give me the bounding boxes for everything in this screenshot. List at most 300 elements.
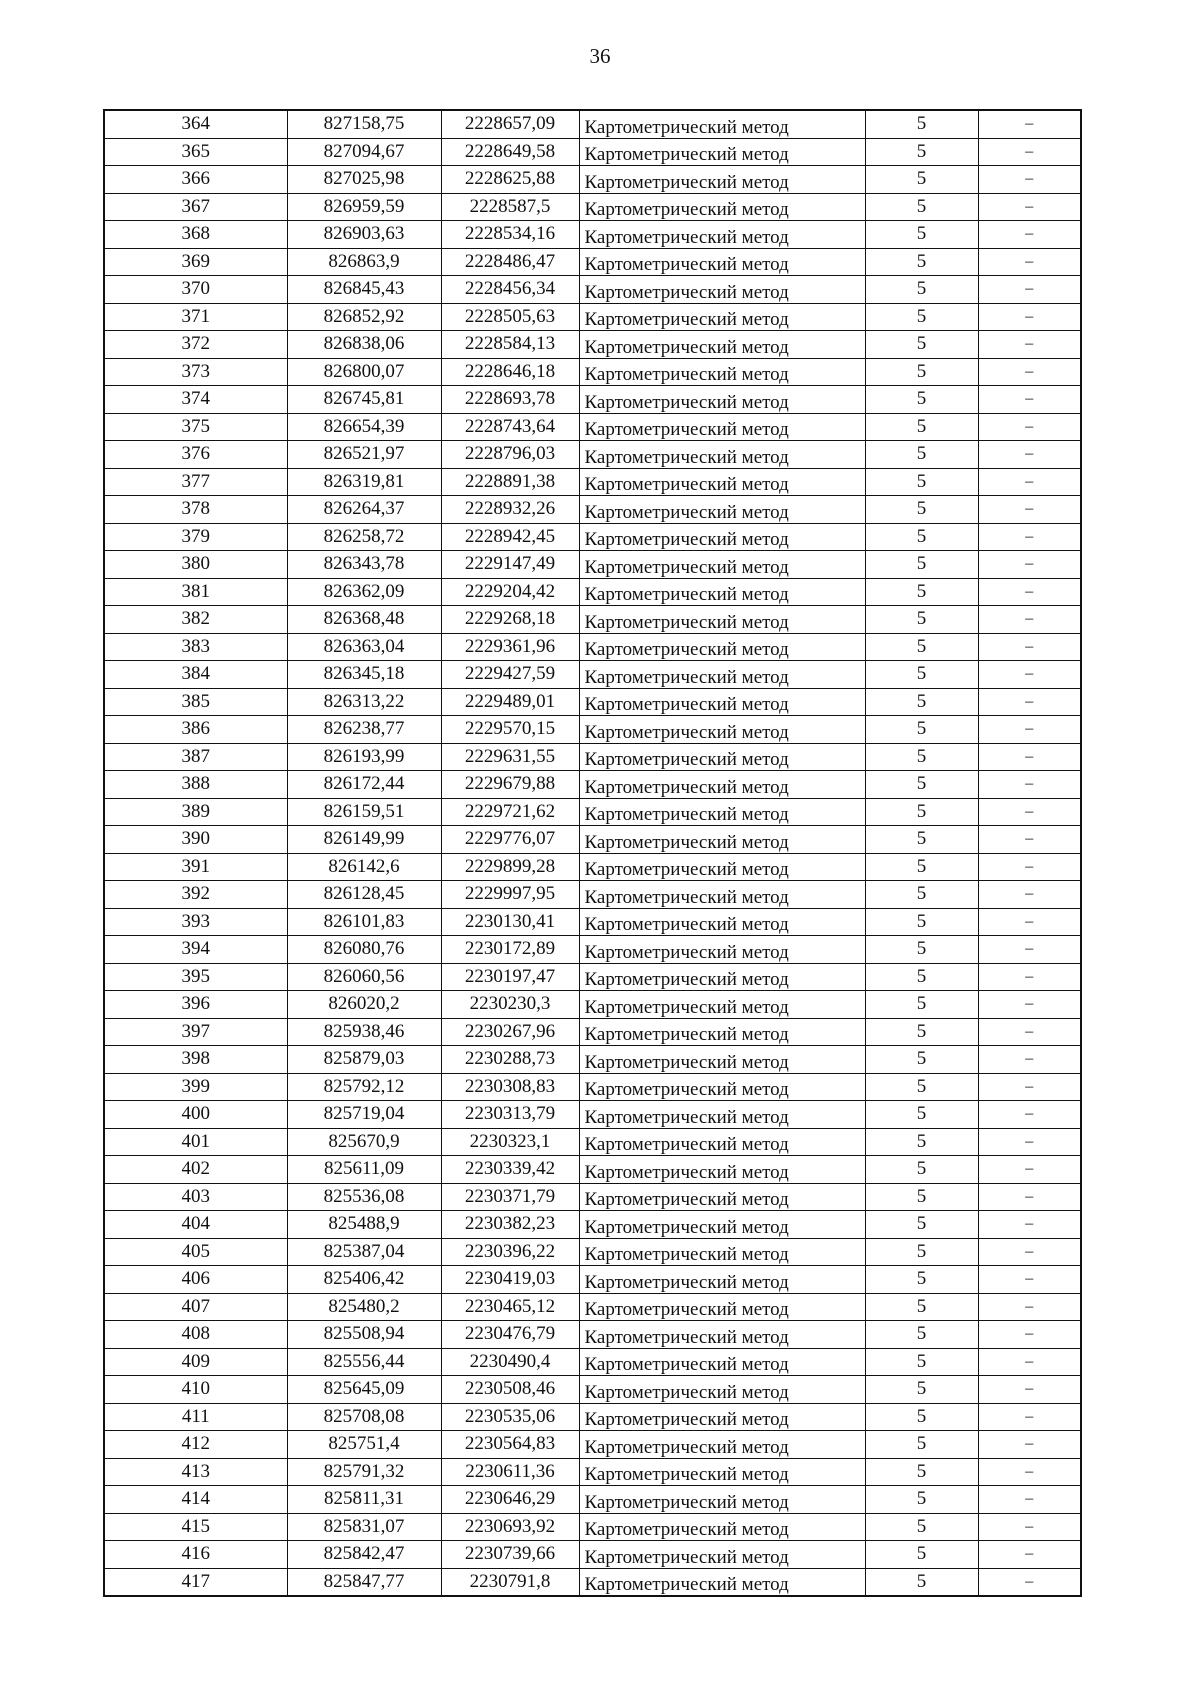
table-row (104, 1321, 1081, 1349)
accuracy-cell: 5 (865, 468, 978, 496)
point-number-cell: 391 (104, 853, 287, 881)
table-row (104, 1431, 1081, 1459)
accuracy-cell: 5 (865, 1046, 978, 1074)
point-number-cell: 390 (104, 826, 287, 854)
note-cell: – (978, 496, 1081, 524)
table-row (104, 1541, 1081, 1569)
table-row (104, 881, 1081, 909)
x-coordinate-cell: 827094,67 (287, 138, 441, 166)
table-row (104, 936, 1081, 964)
method-cell: Картометрический метод (579, 633, 865, 661)
x-coordinate-cell: 825842,47 (287, 1541, 441, 1569)
accuracy-cell: 5 (865, 826, 978, 854)
x-coordinate-cell: 825536,08 (287, 1183, 441, 1211)
y-coordinate-cell: 2228932,26 (441, 496, 579, 524)
point-number-cell: 364 (104, 110, 287, 138)
x-coordinate-cell: 826845,43 (287, 276, 441, 304)
x-coordinate-cell: 826128,45 (287, 881, 441, 909)
accuracy-cell: 5 (865, 1183, 978, 1211)
accuracy-cell: 5 (865, 606, 978, 634)
note-cell: – (978, 1046, 1081, 1074)
point-number-cell: 378 (104, 496, 287, 524)
x-coordinate-cell: 826521,97 (287, 441, 441, 469)
x-coordinate-cell: 826800,07 (287, 358, 441, 386)
x-coordinate-cell: 826193,99 (287, 743, 441, 771)
point-number-cell: 404 (104, 1211, 287, 1239)
method-cell: Картометрический метод (579, 1211, 865, 1239)
method-cell: Картометрический метод (579, 110, 865, 138)
method-cell: Картометрический метод (579, 853, 865, 881)
note-cell: – (978, 110, 1081, 138)
y-coordinate-cell: 2230476,79 (441, 1321, 579, 1349)
note-cell: – (978, 413, 1081, 441)
accuracy-cell: 5 (865, 1486, 978, 1514)
point-number-cell: 397 (104, 1018, 287, 1046)
table-row (104, 248, 1081, 276)
x-coordinate-cell: 825811,31 (287, 1486, 441, 1514)
y-coordinate-cell: 2230230,3 (441, 991, 579, 1019)
table-row (104, 221, 1081, 249)
accuracy-cell: 5 (865, 221, 978, 249)
note-cell: – (978, 963, 1081, 991)
y-coordinate-cell: 2230197,47 (441, 963, 579, 991)
method-cell: Картометрический метод (579, 1046, 865, 1074)
table-row (104, 276, 1081, 304)
table-row (104, 771, 1081, 799)
note-cell: – (978, 1513, 1081, 1541)
accuracy-cell: 5 (865, 551, 978, 579)
y-coordinate-cell: 2228693,78 (441, 386, 579, 414)
y-coordinate-cell: 2230308,83 (441, 1073, 579, 1101)
note-cell: – (978, 166, 1081, 194)
accuracy-cell: 5 (865, 936, 978, 964)
note-cell: – (978, 1568, 1081, 1596)
accuracy-cell: 5 (865, 303, 978, 331)
note-cell: – (978, 881, 1081, 909)
point-number-cell: 412 (104, 1431, 287, 1459)
accuracy-cell: 5 (865, 166, 978, 194)
point-number-cell: 393 (104, 908, 287, 936)
x-coordinate-cell: 826903,63 (287, 221, 441, 249)
x-coordinate-cell: 825611,09 (287, 1156, 441, 1184)
table-row (104, 1568, 1081, 1596)
x-coordinate-cell: 825480,2 (287, 1293, 441, 1321)
point-number-cell: 372 (104, 331, 287, 359)
x-coordinate-cell: 826838,06 (287, 331, 441, 359)
y-coordinate-cell: 2228743,64 (441, 413, 579, 441)
x-coordinate-cell: 825831,07 (287, 1513, 441, 1541)
point-number-cell: 394 (104, 936, 287, 964)
point-number-cell: 406 (104, 1266, 287, 1294)
x-coordinate-cell: 825387,04 (287, 1238, 441, 1266)
x-coordinate-cell: 826959,59 (287, 193, 441, 221)
note-cell: – (978, 1376, 1081, 1404)
x-coordinate-cell: 827158,75 (287, 110, 441, 138)
table-row (104, 1018, 1081, 1046)
method-cell: Картометрический метод (579, 578, 865, 606)
table-row (104, 743, 1081, 771)
y-coordinate-cell: 2230739,66 (441, 1541, 579, 1569)
y-coordinate-cell: 2229631,55 (441, 743, 579, 771)
method-cell: Картометрический метод (579, 606, 865, 634)
table-row (104, 523, 1081, 551)
note-cell: – (978, 386, 1081, 414)
point-number-cell: 405 (104, 1238, 287, 1266)
accuracy-cell: 5 (865, 331, 978, 359)
method-cell: Картометрический метод (579, 386, 865, 414)
x-coordinate-cell: 826863,9 (287, 248, 441, 276)
note-cell: – (978, 193, 1081, 221)
table-row (104, 166, 1081, 194)
table-row (104, 661, 1081, 689)
y-coordinate-cell: 2228657,09 (441, 110, 579, 138)
note-cell: – (978, 1458, 1081, 1486)
y-coordinate-cell: 2228534,16 (441, 221, 579, 249)
point-number-cell: 402 (104, 1156, 287, 1184)
method-cell: Картометрический метод (579, 523, 865, 551)
point-number-cell: 411 (104, 1403, 287, 1431)
method-cell: Картометрический метод (579, 1266, 865, 1294)
y-coordinate-cell: 2229899,28 (441, 853, 579, 881)
accuracy-cell: 5 (865, 1101, 978, 1129)
accuracy-cell: 5 (865, 1568, 978, 1596)
point-number-cell: 403 (104, 1183, 287, 1211)
table-row (104, 1073, 1081, 1101)
x-coordinate-cell: 826142,6 (287, 853, 441, 881)
x-coordinate-cell: 825751,4 (287, 1431, 441, 1459)
y-coordinate-cell: 2230508,46 (441, 1376, 579, 1404)
x-coordinate-cell: 825645,09 (287, 1376, 441, 1404)
note-cell: – (978, 1128, 1081, 1156)
note-cell: – (978, 441, 1081, 469)
point-number-cell: 383 (104, 633, 287, 661)
accuracy-cell: 5 (865, 1348, 978, 1376)
note-cell: – (978, 661, 1081, 689)
method-cell: Картометрический метод (579, 716, 865, 744)
method-cell: Картометрический метод (579, 1156, 865, 1184)
x-coordinate-cell: 826060,56 (287, 963, 441, 991)
table-row (104, 1128, 1081, 1156)
note-cell: – (978, 468, 1081, 496)
note-cell: – (978, 771, 1081, 799)
x-coordinate-cell: 826368,48 (287, 606, 441, 634)
x-coordinate-cell: 825406,42 (287, 1266, 441, 1294)
method-cell: Картометрический метод (579, 1128, 865, 1156)
point-number-cell: 413 (104, 1458, 287, 1486)
table-row (104, 331, 1081, 359)
y-coordinate-cell: 2228486,47 (441, 248, 579, 276)
y-coordinate-cell: 2230465,12 (441, 1293, 579, 1321)
table-row (104, 1101, 1081, 1129)
y-coordinate-cell: 2230419,03 (441, 1266, 579, 1294)
accuracy-cell: 5 (865, 963, 978, 991)
table-row (104, 496, 1081, 524)
accuracy-cell: 5 (865, 881, 978, 909)
x-coordinate-cell: 826149,99 (287, 826, 441, 854)
accuracy-cell: 5 (865, 1266, 978, 1294)
method-cell: Картометрический метод (579, 1458, 865, 1486)
note-cell: – (978, 551, 1081, 579)
method-cell: Картометрический метод (579, 551, 865, 579)
table-row (104, 578, 1081, 606)
y-coordinate-cell: 2229997,95 (441, 881, 579, 909)
x-coordinate-cell: 825791,32 (287, 1458, 441, 1486)
y-coordinate-cell: 2230396,22 (441, 1238, 579, 1266)
coordinates-table (103, 109, 1082, 1597)
x-coordinate-cell: 825879,03 (287, 1046, 441, 1074)
note-cell: – (978, 303, 1081, 331)
accuracy-cell: 5 (865, 633, 978, 661)
y-coordinate-cell: 2228796,03 (441, 441, 579, 469)
y-coordinate-cell: 2229427,59 (441, 661, 579, 689)
x-coordinate-cell: 825938,46 (287, 1018, 441, 1046)
accuracy-cell: 5 (865, 1073, 978, 1101)
x-coordinate-cell: 825792,12 (287, 1073, 441, 1101)
accuracy-cell: 5 (865, 1541, 978, 1569)
point-number-cell: 381 (104, 578, 287, 606)
point-number-cell: 395 (104, 963, 287, 991)
note-cell: – (978, 1238, 1081, 1266)
accuracy-cell: 5 (865, 193, 978, 221)
y-coordinate-cell: 2229204,42 (441, 578, 579, 606)
note-cell: – (978, 1321, 1081, 1349)
point-number-cell: 368 (104, 221, 287, 249)
point-number-cell: 389 (104, 798, 287, 826)
point-number-cell: 380 (104, 551, 287, 579)
y-coordinate-cell: 2229147,49 (441, 551, 579, 579)
y-coordinate-cell: 2230339,42 (441, 1156, 579, 1184)
coordinates-table-body (104, 110, 1081, 1596)
y-coordinate-cell: 2228646,18 (441, 358, 579, 386)
note-cell: – (978, 138, 1081, 166)
y-coordinate-cell: 2229776,07 (441, 826, 579, 854)
x-coordinate-cell: 825719,04 (287, 1101, 441, 1129)
method-cell: Картометрический метод (579, 1183, 865, 1211)
method-cell: Картометрический метод (579, 358, 865, 386)
y-coordinate-cell: 2229721,62 (441, 798, 579, 826)
table-row (104, 1183, 1081, 1211)
method-cell: Картометрический метод (579, 193, 865, 221)
point-number-cell: 401 (104, 1128, 287, 1156)
method-cell: Картометрический метод (579, 1513, 865, 1541)
table-row (104, 1293, 1081, 1321)
note-cell: – (978, 331, 1081, 359)
table-row (104, 1238, 1081, 1266)
note-cell: – (978, 1403, 1081, 1431)
note-cell: – (978, 523, 1081, 551)
note-cell: – (978, 1431, 1081, 1459)
y-coordinate-cell: 2230130,41 (441, 908, 579, 936)
accuracy-cell: 5 (865, 358, 978, 386)
x-coordinate-cell: 826745,81 (287, 386, 441, 414)
table-row (104, 1376, 1081, 1404)
point-number-cell: 376 (104, 441, 287, 469)
method-cell: Картометрический метод (579, 771, 865, 799)
accuracy-cell: 5 (865, 1403, 978, 1431)
accuracy-cell: 5 (865, 661, 978, 689)
y-coordinate-cell: 2228942,45 (441, 523, 579, 551)
table-row (104, 193, 1081, 221)
table-row (104, 386, 1081, 414)
x-coordinate-cell: 826343,78 (287, 551, 441, 579)
table-row (104, 798, 1081, 826)
method-cell: Картометрический метод (579, 496, 865, 524)
table-row (104, 688, 1081, 716)
method-cell: Картометрический метод (579, 276, 865, 304)
table-row (104, 138, 1081, 166)
method-cell: Картометрический метод (579, 1073, 865, 1101)
note-cell: – (978, 688, 1081, 716)
table-row (104, 468, 1081, 496)
method-cell: Картометрический метод (579, 908, 865, 936)
y-coordinate-cell: 2229361,96 (441, 633, 579, 661)
method-cell: Картометрический метод (579, 221, 865, 249)
accuracy-cell: 5 (865, 441, 978, 469)
y-coordinate-cell: 2229489,01 (441, 688, 579, 716)
method-cell: Картометрический метод (579, 413, 865, 441)
table-row (104, 826, 1081, 854)
x-coordinate-cell: 825556,44 (287, 1348, 441, 1376)
note-cell: – (978, 1073, 1081, 1101)
point-number-cell: 410 (104, 1376, 287, 1404)
note-cell: – (978, 633, 1081, 661)
x-coordinate-cell: 826020,2 (287, 991, 441, 1019)
note-cell: – (978, 716, 1081, 744)
table-row (104, 551, 1081, 579)
x-coordinate-cell: 826264,37 (287, 496, 441, 524)
method-cell: Картометрический метод (579, 1486, 865, 1514)
method-cell: Картометрический метод (579, 1293, 865, 1321)
method-cell: Картометрический метод (579, 303, 865, 331)
method-cell: Картометрический метод (579, 991, 865, 1019)
note-cell: – (978, 606, 1081, 634)
accuracy-cell: 5 (865, 1376, 978, 1404)
point-number-cell: 369 (104, 248, 287, 276)
note-cell: – (978, 1266, 1081, 1294)
accuracy-cell: 5 (865, 1431, 978, 1459)
point-number-cell: 400 (104, 1101, 287, 1129)
note-cell: – (978, 1156, 1081, 1184)
table-row (104, 908, 1081, 936)
y-coordinate-cell: 2230267,96 (441, 1018, 579, 1046)
table-row (104, 963, 1081, 991)
accuracy-cell: 5 (865, 1018, 978, 1046)
note-cell: – (978, 1101, 1081, 1129)
table-row (104, 1458, 1081, 1486)
page-number: 36 (589, 44, 611, 68)
point-number-cell: 384 (104, 661, 287, 689)
x-coordinate-cell: 826159,51 (287, 798, 441, 826)
y-coordinate-cell: 2230288,73 (441, 1046, 579, 1074)
point-number-cell: 366 (104, 166, 287, 194)
table-row (104, 633, 1081, 661)
note-cell: – (978, 221, 1081, 249)
y-coordinate-cell: 2228649,58 (441, 138, 579, 166)
table-row (104, 358, 1081, 386)
note-cell: – (978, 248, 1081, 276)
method-cell: Картометрический метод (579, 1541, 865, 1569)
accuracy-cell: 5 (865, 853, 978, 881)
table-row (104, 1046, 1081, 1074)
method-cell: Картометрический метод (579, 1348, 865, 1376)
method-cell: Картометрический метод (579, 1101, 865, 1129)
method-cell: Картометрический метод (579, 963, 865, 991)
y-coordinate-cell: 2230611,36 (441, 1458, 579, 1486)
method-cell: Картометрический метод (579, 1376, 865, 1404)
y-coordinate-cell: 2228584,13 (441, 331, 579, 359)
accuracy-cell: 5 (865, 716, 978, 744)
accuracy-cell: 5 (865, 991, 978, 1019)
y-coordinate-cell: 2230371,79 (441, 1183, 579, 1211)
note-cell: – (978, 1018, 1081, 1046)
method-cell: Картометрический метод (579, 743, 865, 771)
x-coordinate-cell: 826238,77 (287, 716, 441, 744)
x-coordinate-cell: 827025,98 (287, 166, 441, 194)
y-coordinate-cell: 2228891,38 (441, 468, 579, 496)
method-cell: Картометрический метод (579, 441, 865, 469)
y-coordinate-cell: 2228625,88 (441, 166, 579, 194)
x-coordinate-cell: 826172,44 (287, 771, 441, 799)
method-cell: Картометрический метод (579, 798, 865, 826)
note-cell: – (978, 1183, 1081, 1211)
method-cell: Картометрический метод (579, 688, 865, 716)
point-number-cell: 408 (104, 1321, 287, 1349)
accuracy-cell: 5 (865, 523, 978, 551)
point-number-cell: 407 (104, 1293, 287, 1321)
accuracy-cell: 5 (865, 276, 978, 304)
point-number-cell: 377 (104, 468, 287, 496)
note-cell: – (978, 1541, 1081, 1569)
accuracy-cell: 5 (865, 386, 978, 414)
point-number-cell: 385 (104, 688, 287, 716)
accuracy-cell: 5 (865, 688, 978, 716)
accuracy-cell: 5 (865, 771, 978, 799)
method-cell: Картометрический метод (579, 1321, 865, 1349)
method-cell: Картометрический метод (579, 331, 865, 359)
point-number-cell: 396 (104, 991, 287, 1019)
point-number-cell: 365 (104, 138, 287, 166)
table-row (104, 303, 1081, 331)
table-row (104, 853, 1081, 881)
note-cell: – (978, 578, 1081, 606)
method-cell: Картометрический метод (579, 1238, 865, 1266)
accuracy-cell: 5 (865, 110, 978, 138)
x-coordinate-cell: 825488,9 (287, 1211, 441, 1239)
x-coordinate-cell: 825708,08 (287, 1403, 441, 1431)
y-coordinate-cell: 2230323,1 (441, 1128, 579, 1156)
point-number-cell: 375 (104, 413, 287, 441)
method-cell: Картометрический метод (579, 138, 865, 166)
accuracy-cell: 5 (865, 496, 978, 524)
table-row (104, 991, 1081, 1019)
y-coordinate-cell: 2228456,34 (441, 276, 579, 304)
method-cell: Картометрический метод (579, 1018, 865, 1046)
y-coordinate-cell: 2230535,06 (441, 1403, 579, 1431)
table-row (104, 606, 1081, 634)
x-coordinate-cell: 826258,72 (287, 523, 441, 551)
accuracy-cell: 5 (865, 798, 978, 826)
note-cell: – (978, 1486, 1081, 1514)
point-number-cell: 409 (104, 1348, 287, 1376)
table-row (104, 110, 1081, 138)
method-cell: Картометрический метод (579, 936, 865, 964)
x-coordinate-cell: 825508,94 (287, 1321, 441, 1349)
point-number-cell: 379 (104, 523, 287, 551)
table-row (104, 1403, 1081, 1431)
table-row (104, 1211, 1081, 1239)
x-coordinate-cell: 825847,77 (287, 1568, 441, 1596)
accuracy-cell: 5 (865, 1128, 978, 1156)
